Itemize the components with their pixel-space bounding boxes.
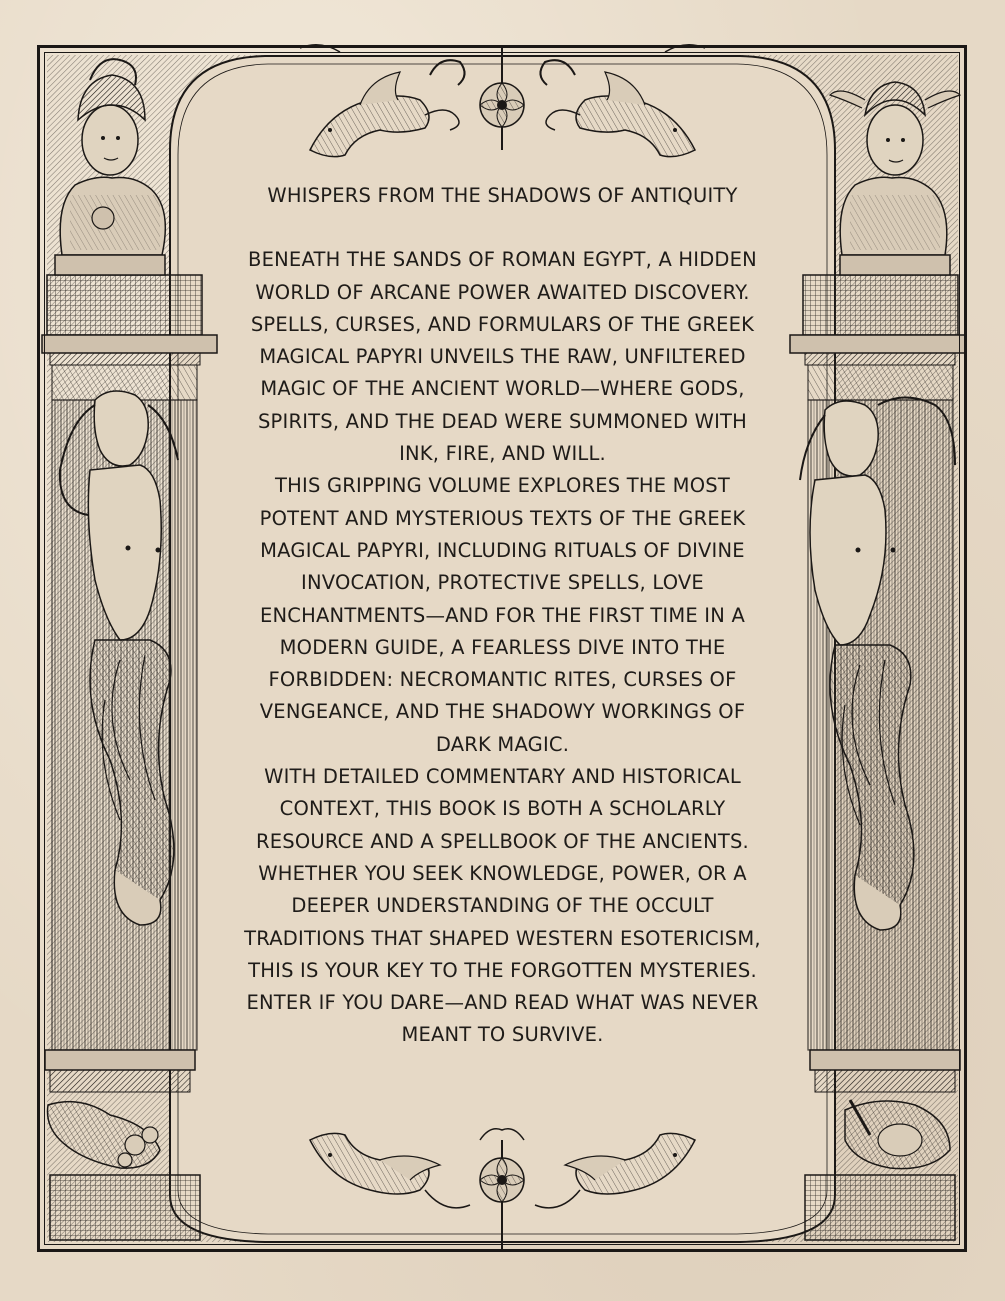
paragraph-3: WITH DETAILED COMMENTARY AND HISTORICAL CONTEXT, THIS BOOK IS BOTH A SCHOLARLY RESOURCE AND A SPELLBOOK OF THE ANCIENTS. WHETHER YOU SEEK KNOWLEDGE, POWER, OR A DEEPER UNDERSTANDING OF THE OCCULT TRADITIONS THAT SHAPED WESTERN ESOTERICISM, THIS IS YOUR KEY TO THE FORGOTTEN MYSTERIES.	[244, 765, 761, 982]
description-text	[240, 180, 765, 1052]
document-title: WHISPERS FROM THE SHADOWS OF ANTIQUITY	[267, 184, 738, 207]
paragraph-4: ENTER IF YOU DARE—AND READ WHAT WAS NEVER MEANT TO SURVIVE.	[246, 991, 759, 1047]
paragraph-1: BENEATH THE SANDS OF ROMAN EGYPT, A HIDDEN WORLD OF ARCANE POWER AWAITED DISCOVERY. SPELLS, CURSES, AND FORMULARS OF THE GREEK MAGICAL PAPYRI UNVEILS THE RAW, UNFILTERED MAGIC OF THE ANCIENT WORLD—WHERE GODS, SPIRITS, AND THE DEAD WERE SUMMONED WITH INK, FIRE, AND WILL.	[248, 248, 757, 466]
paragraph-2: THIS GRIPPING VOLUME EXPLORES THE MOST POTENT AND MYSTERIOUS TEXTS OF THE GREEK MAGICAL PAPYRI, INCLUDING RITUALS OF DIVINE INVOCATION, PROTECTIVE SPELLS, LOVE ENCHANTMENTS—AND FOR THE FIRST TIME IN A MODERN GUIDE, A FEARLESS DIVE INTO THE FORBIDDEN: NECROMANTIC RITES, CURSES OF VENGEANCE, AND THE SHADOWY WORKINGS OF DARK MAGIC.	[259, 474, 746, 756]
